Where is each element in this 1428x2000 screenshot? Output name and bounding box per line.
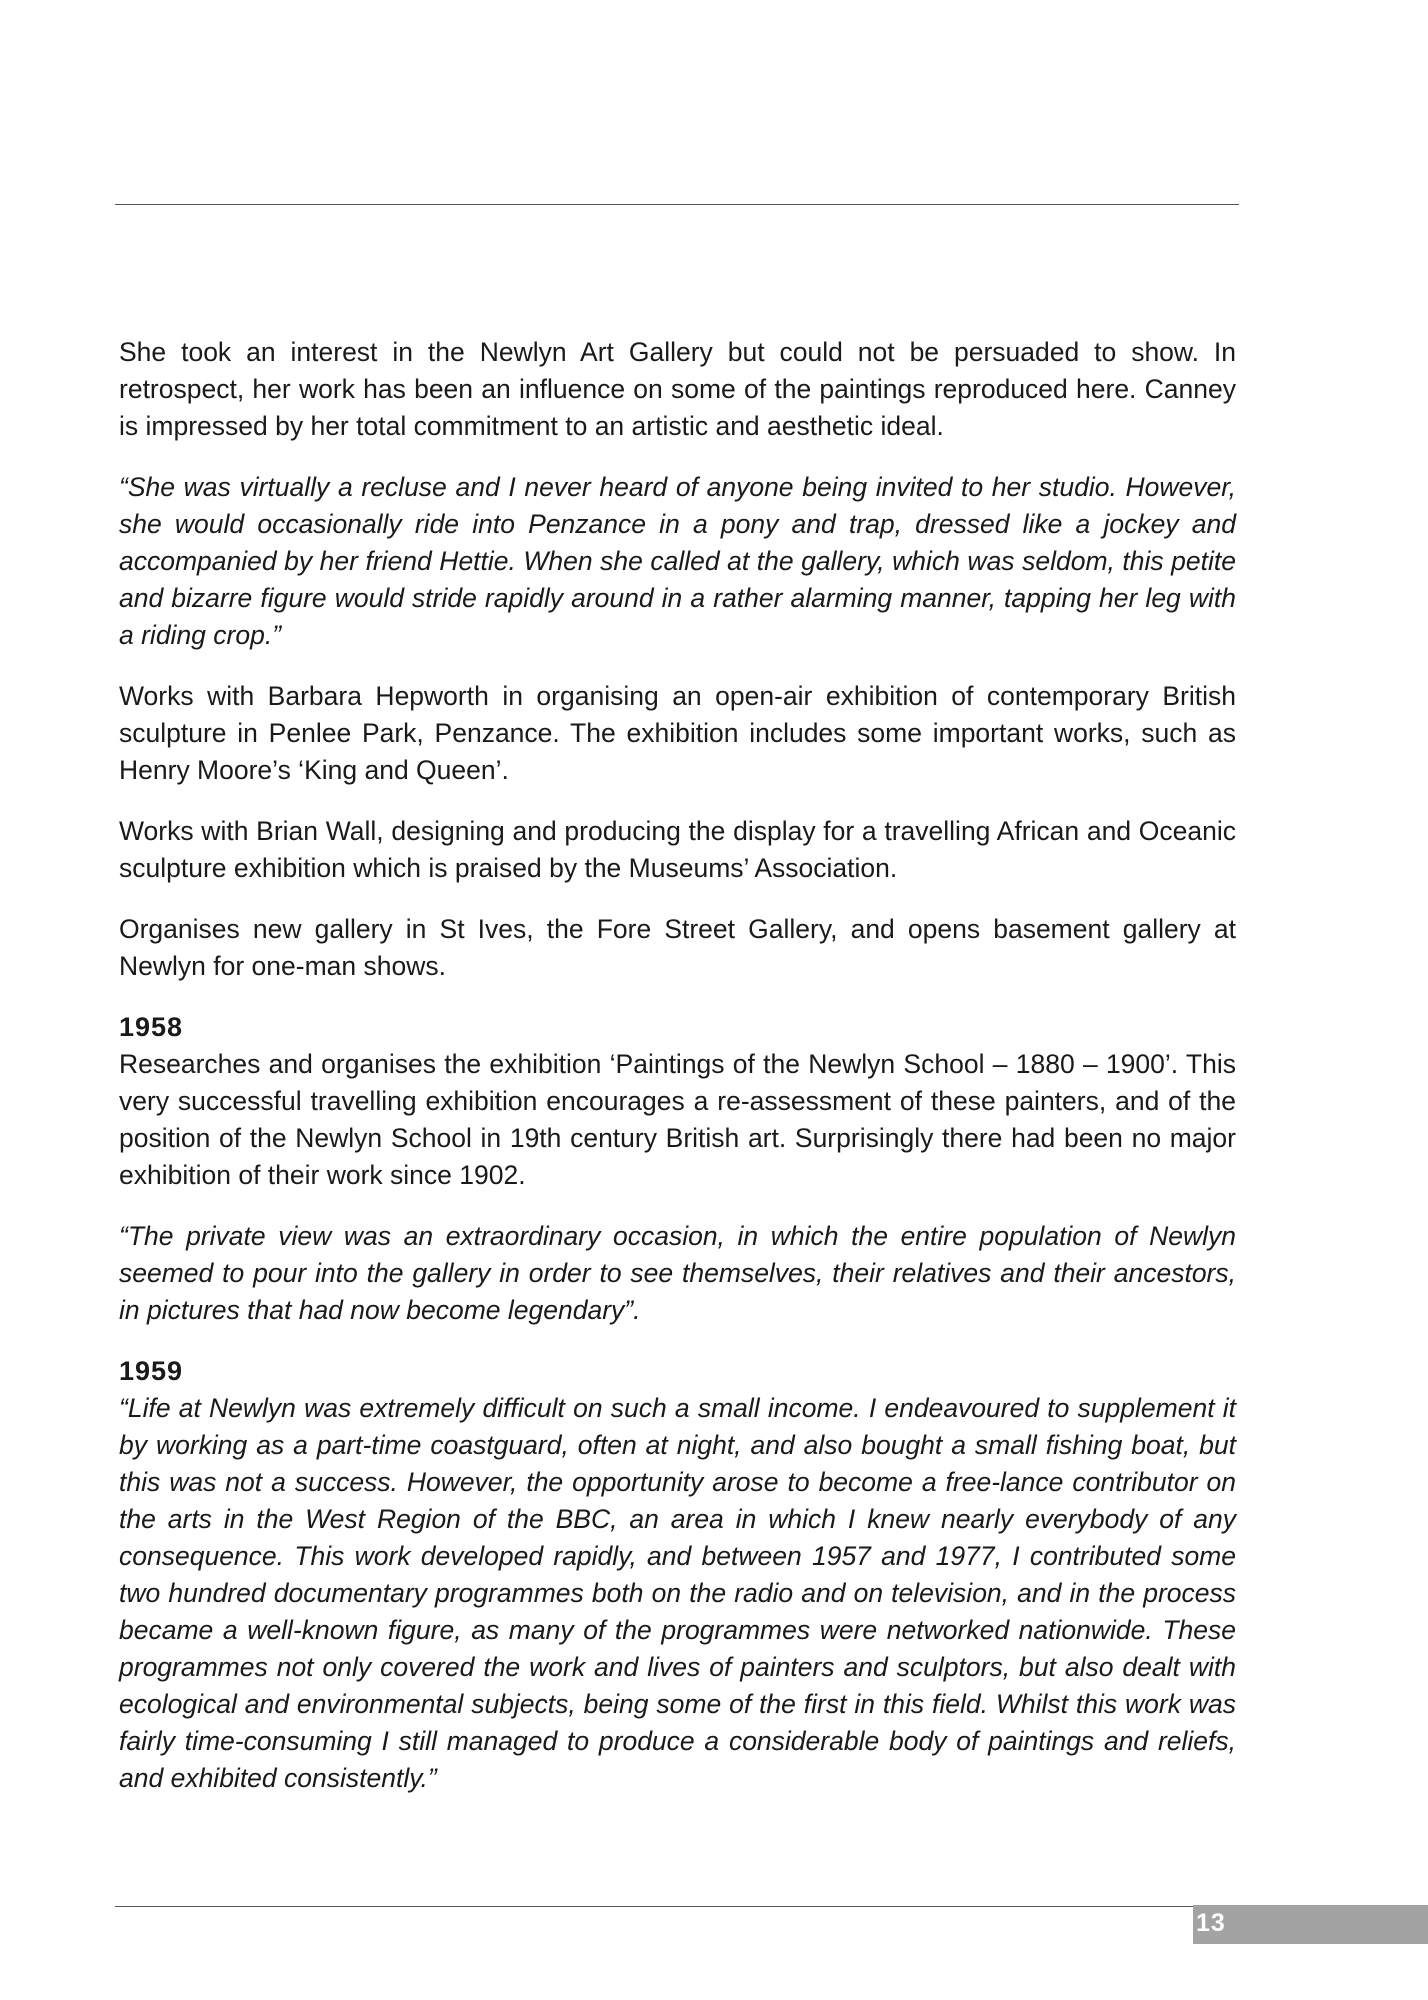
footer-rule <box>115 1906 1239 1907</box>
year-heading-1959: 1959 <box>119 1356 184 1386</box>
page-number-band <box>1239 1905 1428 1944</box>
header-rule <box>115 204 1239 205</box>
page-number: 13 <box>1196 1909 1226 1937</box>
body-paragraph: Works with Brian Wall, designing and producing the display for a travelling African and Oceanic sculpture exhibition which is praised by the Museums’ Association. <box>119 816 1236 883</box>
body-paragraph: She took an interest in the Newlyn Art Gallery but could not be persuaded to show. In retrospect, her work has been an influence on some of the paintings reproduced here. Canney is impressed by her total commitment to an artistic and aesthetic ideal. <box>119 337 1236 441</box>
year-heading-1958: 1958 <box>119 1012 184 1042</box>
quote-paragraph: “Life at Newlyn was extremely difficult on such a small income. I endeavoured to supplement it by working as a part-time coastguard, often at night, and also bought a small fishing boat, but this was not a success. However, the opportunity arose to become a free-lance contributor on the arts in the West Region of the BBC, an area in which I knew nearly everybody of any consequence. This work developed rapidly, and between 1957 and 1977, I contributed some two hundred documentary programmes both on the radio and on television, and in the process became a well-known figure, as many of the programmes were networked nationwide. These programmes not only covered the work and lives of painters and sculptors, but also dealt with ecological and environmental subjects, being some of the first in this field. Whilst this work was fairly time-consuming I still managed to produce a considerable body of paintings and reliefs, and exhibited consistently.” <box>119 1393 1236 1793</box>
body-paragraph: Researches and organises the exhibition ‘Paintings of the Newlyn School – 1880 – 1900’. This very successful travelling exhibition encourages a re-assessment of these painters, and of the position of the Newlyn School in 19th century British art. Surprisingly there had been no major exhibition of their work since 1902. <box>119 1049 1236 1190</box>
body-paragraph: Works with Barbara Hepworth in organising an open-air exhibition of contemporary British sculpture in Penlee Park, Penzance. The exhibition includes some important works, such as Henry Moore’s ‘King and Queen’. <box>119 681 1236 785</box>
body-paragraph: Organises new gallery in St Ives, the Fore Street Gallery, and opens basement gallery at Newlyn for one-man shows. <box>119 914 1236 981</box>
quote-paragraph: “The private view was an extraordinary occasion, in which the entire population of Newlyn seemed to pour into the gallery in order to see themselves, their relatives and their ancestors, in pictures that had now become legendary”. <box>119 1221 1236 1325</box>
quote-paragraph: “She was virtually a recluse and I never heard of anyone being invited to her studio. However, she would occasionally ride into Penzance in a pony and trap, dressed like a jockey and accompanied by her friend Hettie. When she called at the gallery, which was seldom, this petite and bizarre figure would stride rapidly around in a rather alarming manner, tapping her leg with a riding crop.” <box>119 472 1236 650</box>
page-body <box>119 334 1236 1821</box>
